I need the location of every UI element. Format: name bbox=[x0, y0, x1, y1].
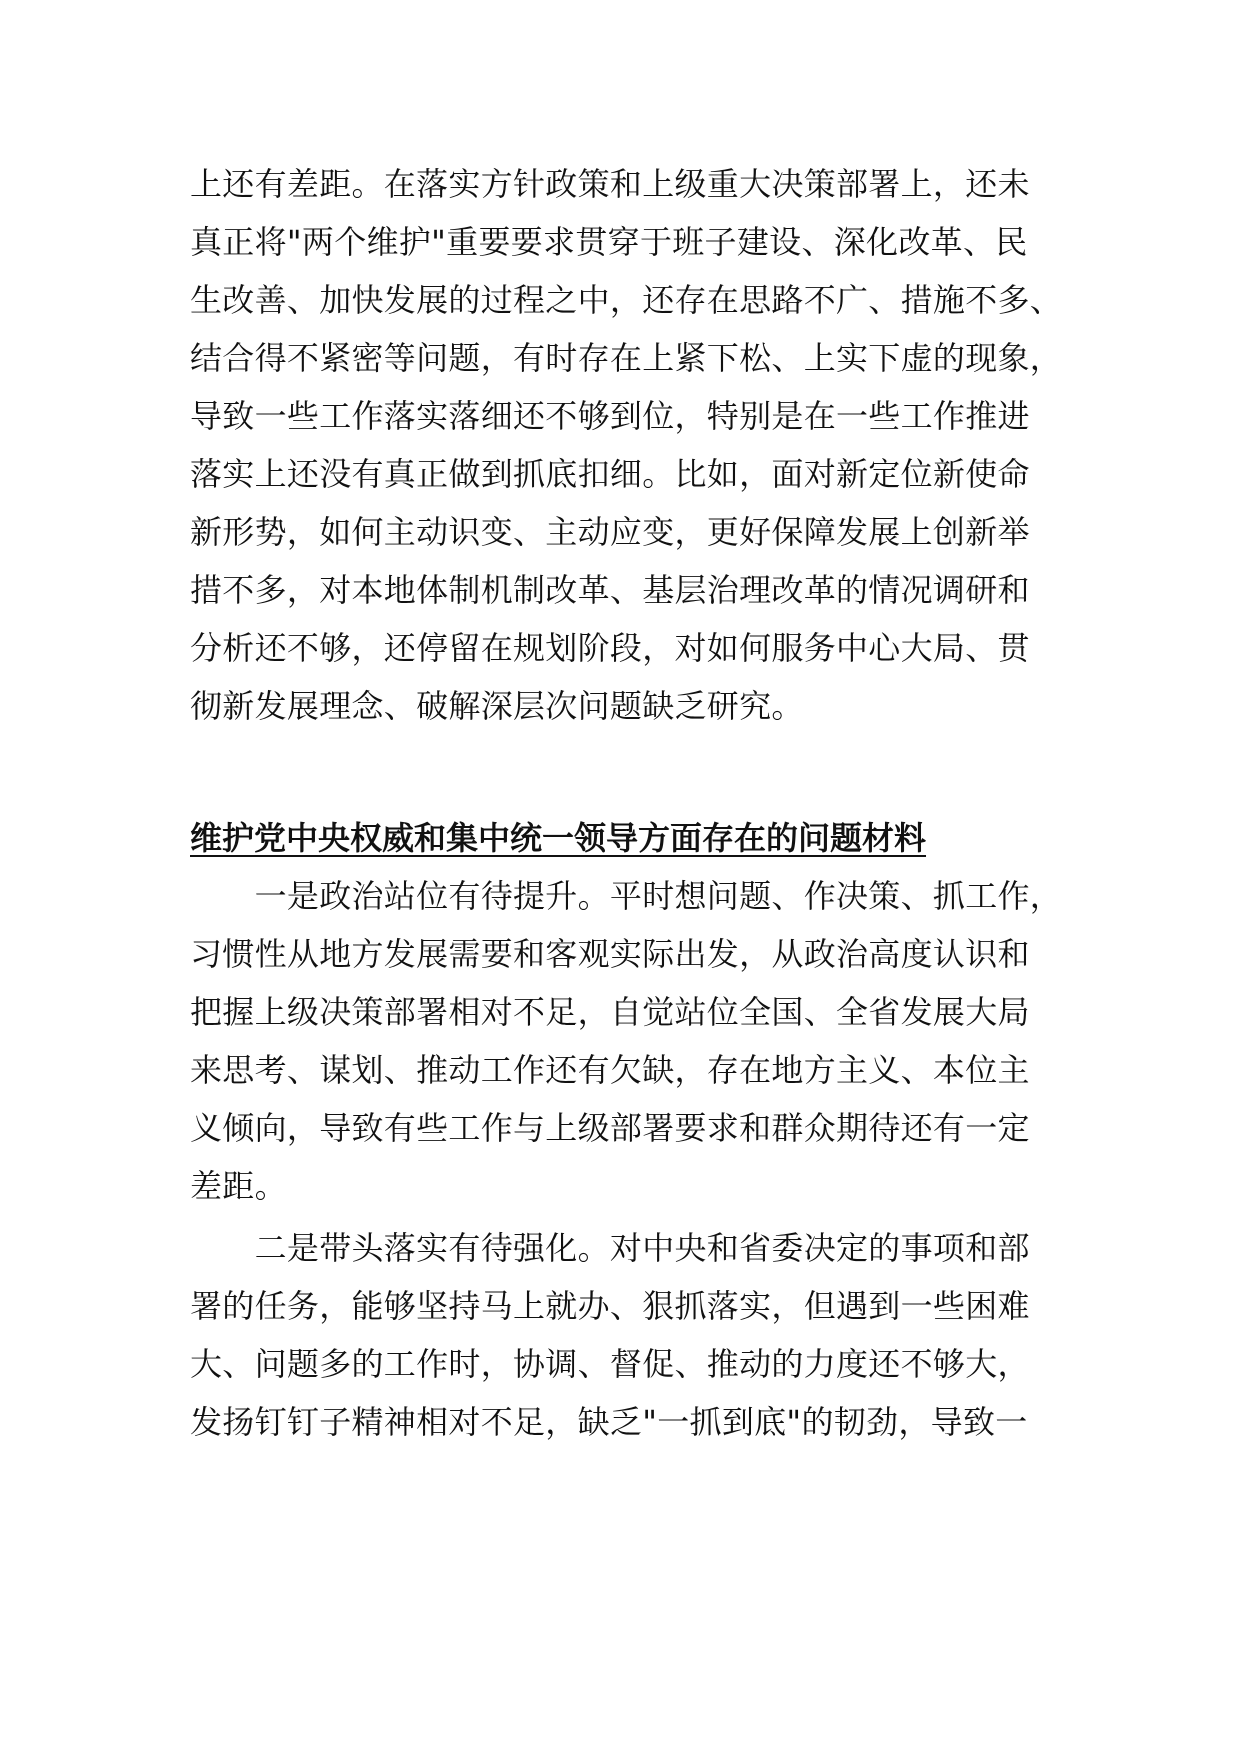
text-line: 署的任务，能够坚持马上就办、狠抓落实，但遇到一些困难 bbox=[190, 1287, 1030, 1325]
paragraph-political-stance bbox=[190, 867, 1063, 1215]
text-line: 彻新发展理念、破解深层次问题缺乏研究。 bbox=[190, 687, 804, 725]
text-line: 分析还不够，还停留在规划阶段，对如何服务中心大局、贯 bbox=[190, 629, 1030, 667]
text-line: 二是带头落实有待强化。对中央和省委决定的事项和部 bbox=[190, 1229, 1030, 1267]
text-line: 落实上还没有真正做到抓底扣细。比如，面对新定位新使命 bbox=[190, 455, 1030, 493]
text-line: 措不多，对本地体制机制改革、基层治理改革的情况调研和 bbox=[190, 571, 1030, 609]
paragraph-implementation bbox=[190, 1219, 1050, 1451]
text-line: 发扬钉钉子精神相对不足，缺乏"一抓到底"的韧劲，导致一 bbox=[190, 1403, 1028, 1441]
intro-paragraph bbox=[190, 155, 1063, 735]
text-line: 差距。 bbox=[190, 1167, 287, 1205]
document-page bbox=[190, 155, 1063, 1451]
text-line: 生改善、加快发展的过程之中，还存在思路不广、措施不多、 bbox=[190, 281, 1063, 319]
text-line: 上还有差距。在落实方针政策和上级重大决策部署上，还未 bbox=[190, 165, 1030, 203]
section-heading-block bbox=[190, 809, 1050, 867]
text-line: 义倾向，导致有些工作与上级部署要求和群众期待还有一定 bbox=[190, 1109, 1030, 1147]
section-heading: 维护党中央权威和集中统一领导方面存在的问题材料 bbox=[190, 819, 927, 857]
text-line: 导致一些工作落实落细还不够到位，特别是在一些工作推进 bbox=[190, 397, 1030, 435]
text-line: 习惯性从地方发展需要和客观实际出发，从政治高度认识和 bbox=[190, 935, 1030, 973]
text-line: 结合得不紧密等问题，有时存在上紧下松、上实下虚的现象， bbox=[190, 339, 1063, 377]
text-line: 新形势，如何主动识变、主动应变，更好保障发展上创新举 bbox=[190, 513, 1030, 551]
text-line: 真正将"两个维护"重要要求贯穿于班子建设、深化改革、民 bbox=[190, 223, 1028, 261]
text-line: 来思考、谋划、推动工作还有欠缺，存在地方主义、本位主 bbox=[190, 1051, 1030, 1089]
text-line: 一是政治站位有待提升。平时想问题、作决策、抓工作， bbox=[190, 877, 1063, 915]
text-line: 大、问题多的工作时，协调、督促、推动的力度还不够大， bbox=[190, 1345, 1030, 1383]
text-line: 把握上级决策部署相对不足，自觉站位全国、全省发展大局 bbox=[190, 993, 1030, 1031]
